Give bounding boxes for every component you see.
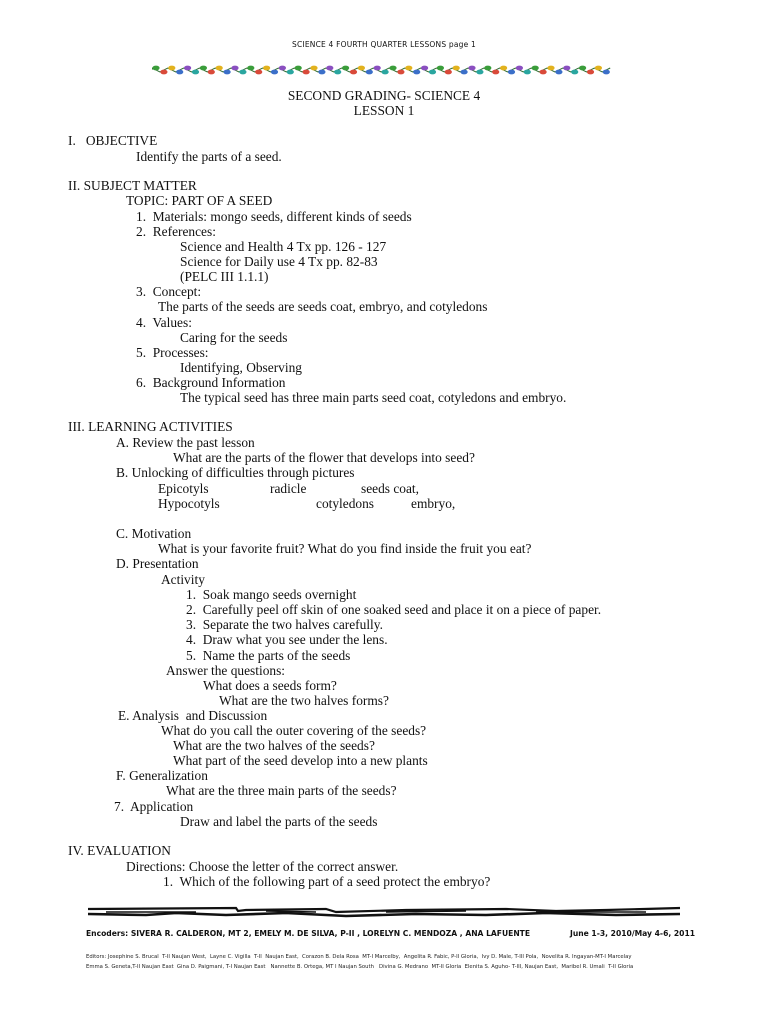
lesson-line: C. Motivation [116,526,192,541]
ornament-leaf [310,66,317,71]
ornament-leaf [342,66,349,71]
ornament-leaf [579,66,586,71]
ornament-leaf [176,70,183,75]
ornament-leaf [208,70,215,75]
ornament-leaf [563,66,570,71]
document-title: SECOND GRADING- SCIENCE 4 [287,88,481,103]
lesson-line: Caring for the seeds [180,330,288,345]
ornament-leaf [374,66,381,71]
ornament-leaf [437,66,444,71]
decorative-border-ornament [152,62,614,78]
ornament-leaf [413,70,420,75]
lesson-line: E. Analysis and Discussion [118,708,268,723]
lesson-line: What are the two halves forms? [219,693,389,708]
ornament-leaf [524,70,531,75]
lesson-line: cotyledons [316,496,375,511]
encoders-credit: Encoders: SIVERA R. CALDERON, MT 2, EMELY M. DE SILVA, P-II , LORELYN C. MENDOZA , ANA LAFUENTE [86,929,531,938]
lesson-line: What is your favorite fruit? What do you find inside the fruit you eat? [158,541,532,556]
ornament-leaf [350,70,357,75]
lesson-line: TOPIC: PART OF A SEED [126,193,273,208]
ornament-leaf [571,70,578,75]
lesson-line: I. OBJECTIVE [68,133,158,148]
ornament-leaf [192,70,199,75]
lesson-line: 6. Background Information [136,375,286,390]
ornament-leaf [239,70,246,75]
ornament-leaf [468,66,475,71]
lesson-line: D. Presentation [116,556,199,571]
ornament-leaf [540,70,547,75]
lesson-number: LESSON 1 [353,103,415,118]
lesson-line: 1. Materials: mongo seeds, different kinds of seeds [136,209,412,224]
ornament-leaf [508,70,515,75]
page-header: SCIENCE 4 FOURTH QUARTER LESSONS page 1 [292,40,476,49]
ornament-leaf [318,70,325,75]
lesson-line: Answer the questions: [166,663,286,678]
lesson-line: What do you call the outer covering of the seeds? [161,723,427,738]
ornament-leaf [279,66,286,71]
lesson-line: What are the three main parts of the seeds? [166,783,397,798]
ornament-leaf [216,66,223,71]
lesson-line: A. Review the past lesson [116,435,255,450]
lesson-line: Science and Health 4 Tx pp. 126 - 127 [180,239,387,254]
lesson-line: Hypocotyls [158,496,220,511]
ornament-leaf [295,66,302,71]
lesson-line: Science for Daily use 4 Tx pp. 82-83 [180,254,378,269]
ornament-leaf [389,66,396,71]
lesson-line: Directions: Choose the letter of the correct answer. [126,859,399,874]
ornament-leaf [453,66,460,71]
ornament-leaf [461,70,468,75]
ornament-leaf [429,70,436,75]
ornament-leaf [247,66,254,71]
ornament-leaf [303,70,310,75]
lesson-line: 5. Processes: [136,345,209,360]
ornament-leaf [500,66,507,71]
ornament-leaf [160,70,167,75]
ornament-leaf [532,66,539,71]
ornament-leaf [255,70,262,75]
ornament-leaf [382,70,389,75]
lesson-line: Identify the parts of a seed. [136,149,282,164]
lesson-line: III. LEARNING ACTIVITIES [68,419,233,434]
lesson-line: B. Unlocking of difficulties through pictures [116,465,355,480]
lesson-line: II. SUBJECT MATTER [68,178,197,193]
ornament-leaf [358,66,365,71]
lesson-line: 2. Carefully peel off skin of one soaked seed and place it on a piece of paper. [186,602,602,617]
lesson-line: Identifying, Observing [180,360,302,375]
ornament-leaf [326,66,333,71]
ornament-leaf [587,70,594,75]
lesson-line: 3. Separate the two halves carefully. [186,617,383,632]
ornament-leaf [366,70,373,75]
ornament-leaf [263,66,270,71]
editors-line-2: Emma S. Geneta,T-II Naujan East Gina D. Paigmani, T-I Naujan East Nannette B. Ortega, MT I Naujan South Divina G. Medrano MT-II Gloria Elenita S. Aguho- T-III, Naujan East, Maribel R. Umali T-II Gloria [86,964,634,970]
ornament-leaf [224,70,231,75]
ornament-leaf [516,66,523,71]
lesson-line: 7. Application [114,799,194,814]
lesson-line: 2. References: [136,224,216,239]
footer-divider-line [86,905,682,919]
ornament-leaf [271,70,278,75]
ornament-leaf [595,66,602,71]
ornament-leaf [287,70,294,75]
ornament-leaf [476,70,483,75]
lesson-line: What does a seeds form? [203,678,337,693]
lesson-line: seeds coat, [361,481,420,496]
ornament-leaf [184,66,191,71]
lesson-line: 1. Soak mango seeds overnight [186,587,357,602]
lesson-line: 4. Draw what you see under the lens. [186,632,388,647]
lesson-line: 4. Values: [136,315,192,330]
lesson-line: What are the parts of the flower that develops into seed? [173,450,475,465]
lesson-line: radicle [270,481,307,496]
ornament-leaf [547,66,554,71]
ornament-leaf [152,66,159,71]
lesson-line: Draw and label the parts of the seeds [180,814,378,829]
ornament-leaf [603,70,610,75]
ornament-leaf [200,66,207,71]
lesson-line: F. Generalization [116,768,208,783]
ornament-leaf [484,66,491,71]
lesson-line: IV. EVALUATION [68,843,171,858]
ornament-leaf [397,70,404,75]
ornament-leaf [334,70,341,75]
lesson-line: The typical seed has three main parts seed coat, cotyledons and embryo. [180,390,567,405]
ornament-leaf [421,66,428,71]
encoding-dates: June 1-3, 2010/May 4-6, 2011 [570,929,696,938]
lesson-line: Activity [161,572,205,587]
ornament-leaf [405,66,412,71]
lesson-line: What part of the seed develop into a new plants [173,753,428,768]
ornament-leaf [168,66,175,71]
editors-line-1: Editors: Josephine S. Brucal T-II Naujan West, Layne C. Vigilla T-II Naujan East, Corazon B. Dela Rosa MT-I Marcelby, Angelita R. Fabic, P-II Gloria, Ivy D. Male, T-III Pola, Novelita R. Ingayan-MT-I Marcelay [86,954,632,960]
lesson-line: What are the two halves of the seeds? [173,738,375,753]
lesson-line: 1. Which of the following part of a seed protect the embryo? [163,874,491,889]
ornament-leaf [492,70,499,75]
ornament-leaf [231,66,238,71]
lesson-line: (PELC III 1.1.1) [180,269,269,284]
lesson-line: embryo, [411,496,456,511]
lesson-line: 3. Concept: [136,284,202,299]
lesson-line: Epicotyls [158,481,209,496]
lesson-line: The parts of the seeds are seeds coat, embryo, and cotyledons [158,299,488,314]
ornament-leaf [445,70,452,75]
ornament-leaf [555,70,562,75]
lesson-line: 5. Name the parts of the seeds [186,648,351,663]
